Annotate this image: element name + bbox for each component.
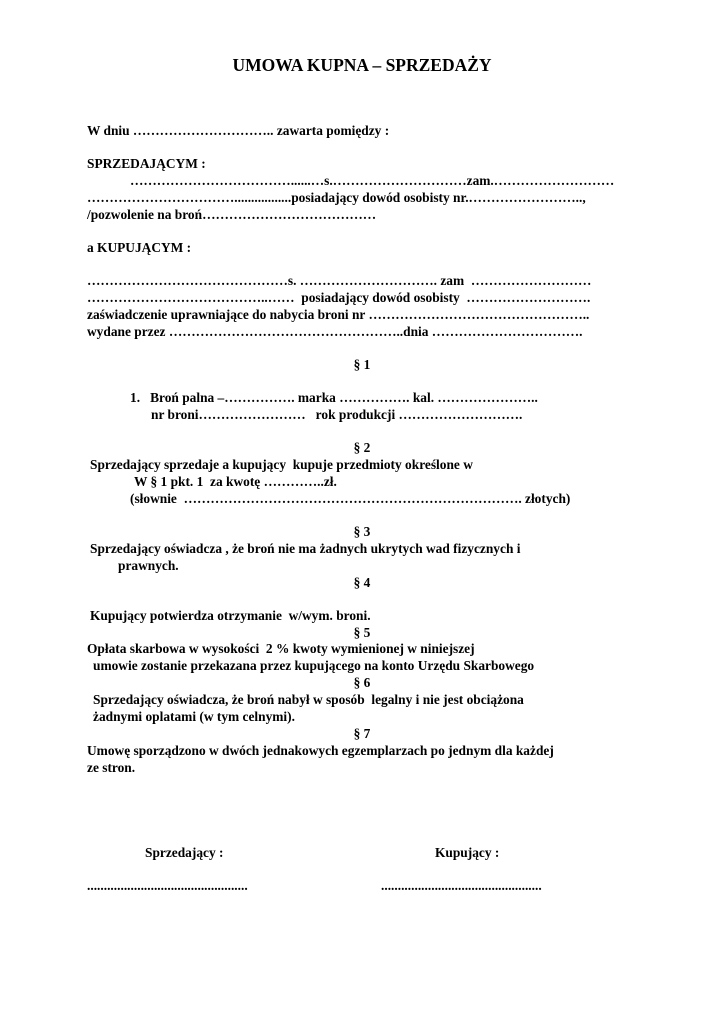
section-4-line-1: Kupujący potwierdza otrzymanie w/wym. broni. bbox=[90, 608, 371, 623]
buyer-signature-label: Kupujący : bbox=[435, 845, 500, 860]
section-4-heading: § 4 bbox=[353, 575, 371, 590]
buyer-line-4: wydane przez ……………………………………………..dnia ……………………………. bbox=[87, 324, 583, 339]
section-1-item-1: 1. Broń palna –……………. marka ……………. kal. ………………….. bbox=[130, 390, 538, 405]
section-2-line-3: (słownie …………………………………………………………………. złotych) bbox=[130, 491, 571, 506]
section-2-heading: § 2 bbox=[353, 440, 371, 455]
section-3-line-1: Sprzedający oświadcza , że broń nie ma żadnych ukrytych wad fizycznych i bbox=[90, 541, 521, 556]
buyer-line-3: zaświadczenie uprawniające do nabycia broni nr ………………………………………….. bbox=[87, 307, 590, 322]
seller-line-2: …………………………….................posiadający dowód osobisty nr.…………………….., bbox=[87, 190, 586, 205]
seller-signature-line: ................................................ bbox=[87, 878, 248, 893]
buyer-line-2: …………………………………..…… posiadający dowód osobisty ………………………. bbox=[87, 290, 591, 305]
buyer-line-1: ………………………………………s. …………………………. zam ……………………… bbox=[87, 273, 592, 288]
section-5-heading: § 5 bbox=[353, 625, 371, 640]
section-2-line-1: Sprzedający sprzedaje a kupujący kupuje przedmioty określone w bbox=[90, 457, 473, 472]
section-3-line-2: prawnych. bbox=[118, 558, 179, 573]
section-7-heading: § 7 bbox=[353, 726, 371, 741]
section-5-line-1: Opłata skarbowa w wysokości 2 % kwoty wymienionej w niniejszej bbox=[87, 641, 475, 656]
seller-line-1: ………………………………......…s.…………………………zam.……………………… bbox=[130, 173, 615, 188]
section-6-line-2: żadnymi oplatami (w tym celnymi). bbox=[93, 709, 295, 724]
section-2-line-2: W § 1 pkt. 1 za kwotę …………..zł. bbox=[134, 474, 337, 489]
section-1-heading: § 1 bbox=[353, 357, 371, 372]
section-1-item-1-cont: nr broni…………………… rok produkcji ………………………. bbox=[151, 407, 523, 422]
section-3-heading: § 3 bbox=[353, 524, 371, 539]
section-7-line-1: Umowę sporządzono w dwóch jednakowych egzemplarzach po jednym dla każdej bbox=[87, 743, 554, 758]
section-5-line-2: umowie zostanie przekazana przez kupującego na konto Urzędu Skarbowego bbox=[93, 658, 535, 673]
section-6-line-1: Sprzedający oświadcza, że broń nabył w sposób legalny i nie jest obciążona bbox=[93, 692, 524, 707]
seller-header: SPRZEDAJĄCYM : bbox=[87, 156, 206, 171]
section-6-heading: § 6 bbox=[353, 675, 371, 690]
seller-line-3: /pozwolenie na broń………………………………… bbox=[87, 207, 377, 222]
intro-line: W dniu ………………………….. zawarta pomiędzy : bbox=[87, 123, 390, 138]
buyer-signature-line: ................................................ bbox=[381, 878, 542, 893]
document-title: UMOWA KUPNA – SPRZEDAŻY bbox=[232, 55, 492, 75]
seller-signature-label: Sprzedający : bbox=[145, 845, 224, 860]
section-7-line-2: ze stron. bbox=[87, 760, 136, 775]
buyer-header: a KUPUJĄCYM : bbox=[87, 240, 192, 255]
